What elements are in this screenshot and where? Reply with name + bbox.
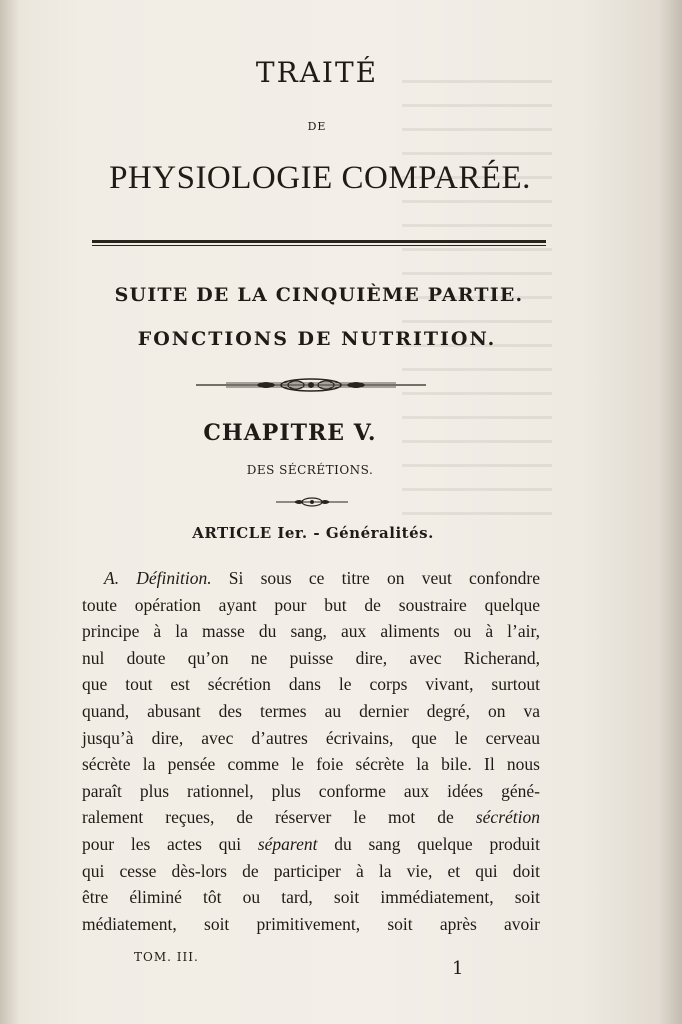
body-line: sécrète la pensée comme le foie sécrète la bile. Il nous xyxy=(82,754,540,775)
volume-signature: TOM. III. xyxy=(134,950,199,964)
body-line xyxy=(82,832,540,856)
body-line: quand, abusant des termes au dernier degré, on va xyxy=(82,701,540,721)
page-gutter-shadow xyxy=(0,0,20,1024)
ornament-divider-icon xyxy=(196,374,426,396)
body-line: toute opération ayant pour but de soustraire quelque xyxy=(82,594,540,615)
title-connector: DE xyxy=(307,120,327,133)
title-line-2: PHYSIOLOGIE COMPARÉE. xyxy=(109,160,531,196)
body-line: paraît plus rationnel, plus conforme aux idées géné- xyxy=(82,780,540,801)
line-text: du sang quelque produit xyxy=(317,834,541,854)
subject-heading: FONCTIONS DE NUTRITION. xyxy=(137,328,497,350)
emphasized-word: séparent xyxy=(257,834,318,854)
run-in-heading: A. Définition. xyxy=(104,568,212,588)
line-text: Si sous ce titre on veut confondre xyxy=(211,568,540,588)
body-line xyxy=(104,566,540,590)
page-edge-shadow xyxy=(658,0,682,1024)
title-rule-thin xyxy=(92,245,546,246)
small-ornament-icon xyxy=(272,494,352,510)
title-rule-thick xyxy=(92,240,546,243)
body-line: médiatement, soit primitivement, soit après avoir xyxy=(82,913,540,934)
body-line: principe à la masse du sang, aux aliments ou à l’air, xyxy=(82,621,540,642)
page-number: 1 xyxy=(452,958,464,979)
body-line: jusqu’à dire, avec d’autres écrivains, que le cerveau xyxy=(82,727,540,748)
article-heading: ARTICLE Ier. - Généralités. xyxy=(192,524,434,542)
body-line: nul doute qu’on ne puisse dire, avec Richerand, xyxy=(82,647,540,668)
line-text: ralement reçues, de réserver le mot de xyxy=(82,807,476,828)
body-line: que tout est sécrétion dans le corps vivant, surtout xyxy=(82,674,540,695)
body-line: être éliminé tôt ou tard, soit immédiatement, soit xyxy=(82,887,540,908)
line-text: pour les actes qui xyxy=(82,834,258,854)
body-line xyxy=(82,805,540,829)
body-line: qui cesse dès-lors de participer à la vie, et qui doit xyxy=(82,860,540,881)
emphasized-word: sécrétion xyxy=(475,807,540,828)
part-heading: SUITE DE LA CINQUIÈME PARTIE. xyxy=(114,284,524,306)
chapter-number: CHAPITRE V. xyxy=(203,420,377,446)
chapter-title: DES SÉCRÉTIONS. xyxy=(246,463,374,477)
title-line-1: TRAITÉ xyxy=(255,56,379,89)
